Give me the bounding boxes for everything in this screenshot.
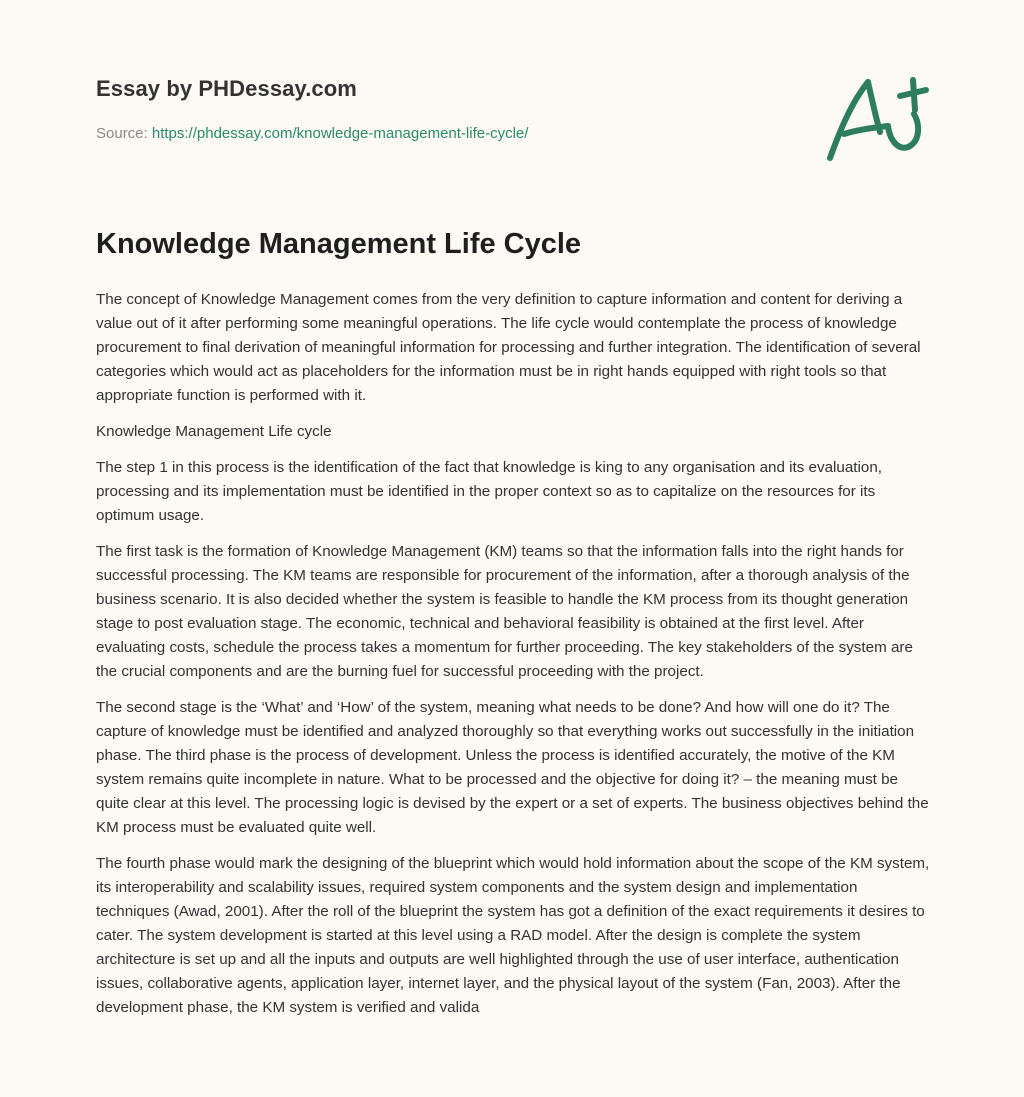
a-plus-grade-icon: [820, 66, 930, 166]
page-header: [96, 74, 936, 144]
essay-title: Knowledge Management Life Cycle: [96, 228, 582, 260]
section-subheading: Knowledge Management Life cycle: [96, 423, 332, 440]
source-link[interactable]: https://phdessay.com/knowledge-management-life-cycle/: [151, 125, 529, 142]
brand-title: Essay by PHDessay.com: [96, 76, 357, 101]
paragraph-intro: The concept of Knowledge Management comes from the very definition to capture information and content for deriving a value out of it after performing some meaningful operations. The life cycle would contemplate the process of knowledge procurement to final derivation of meaningful information for processing and further integration. The identification of several categories which would act as placeholders for the information must be in right hands equipped with right tools so that appropriate function is performed with it.: [96, 291, 921, 404]
paragraph-step-one: The step 1 in this process is the identification of the fact that knowledge is king to any organisation and its evaluation, processing and its implementation must be identified in the proper context so as to capitalize on the resources for its optimum usage.: [96, 459, 882, 524]
source-label: Source:: [96, 125, 152, 142]
paragraph-second-stage: The second stage is the ‘What’ and ‘How’ of the system, meaning what needs to be done? And how will one do it? The capture of knowledge must be identified and analyzed thoroughly so that everything works out successfully in the initiation phase. The third phase is the process of development. Unless the process is identified accurately, the motive of the KM system remains quite incomplete in nature. What to be processed and the objective for doing it? – the meaning must be quite clear at this level. The processing logic is devised by the expert or a set of experts. The business objectives behind the KM process must be evaluated quite well.: [96, 699, 929, 836]
essay-article: [96, 224, 932, 1032]
paragraph-first-task: The first task is the formation of Knowledge Management (KM) teams so that the information falls into the right hands for successful processing. The KM teams are responsible for procurement of the information, after a thorough analysis of the business scenario. It is also decided whether the system is feasible to handle the KM process from its thought generation stage to post evaluation stage. The economic, technical and behavioral feasibility is obtained at the first level. After evaluating costs, schedule the process takes a momentum for further proceeding. The key stakeholders of the system are the crucial components and are the burning fuel for successful proceeding with the project.: [96, 543, 913, 680]
source-line: [96, 124, 936, 144]
paragraph-fourth-phase: The fourth phase would mark the designing of the blueprint which would hold information about the scope of the KM system, its interoperability and scalability issues, required system components and the system design and implementation techniques (Awad, 2001). After the roll of the blueprint the system has got a definition of the exact requirements it desires to cater. The system development is started at this level using a RAD model. After the design is complete the system architecture is set up and all the inputs and outputs are well highlighted through the use of user interface, authentication issues, collaborative agents, application layer, internet layer, and the physical layout of the system (Fan, 2003). After the development phase, the KM system is verified and valida: [96, 855, 930, 1016]
